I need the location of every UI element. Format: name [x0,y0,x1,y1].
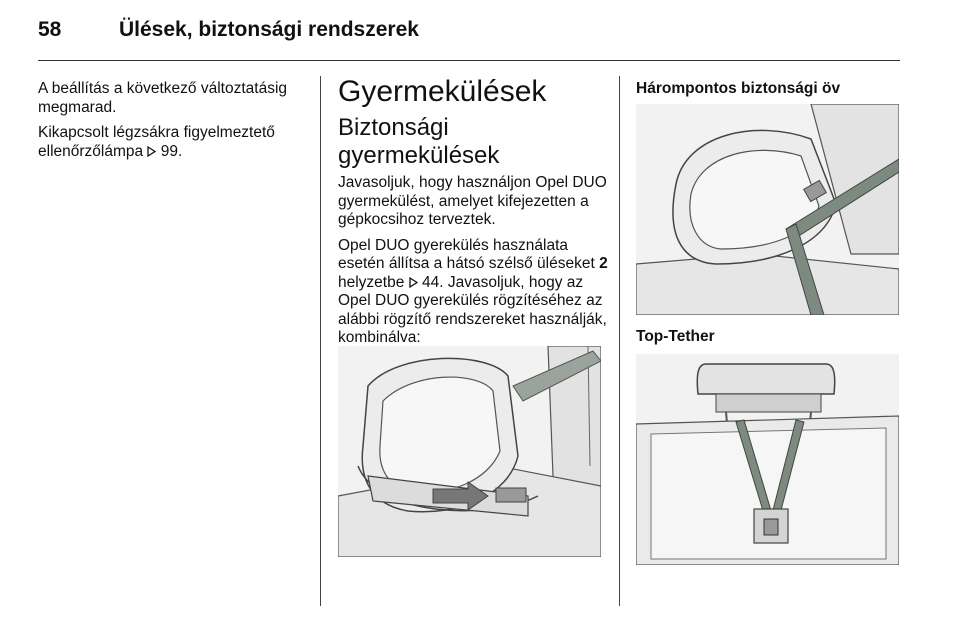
header-divider [38,60,900,61]
paragraph-duo-recommendation: Javasoljuk, hogy használjon Opel DUO gyermekülést, amelyet kifejezetten a gépkocsihoz terveztek. [338,174,607,228]
column-divider-right [619,76,620,606]
three-point-belt-label: Hárompontos biztonsági öv [636,80,841,97]
paragraph-duo-usage [338,237,608,348]
top-tether-illustration [636,354,899,565]
page-number: 58 [38,18,62,41]
paragraph-airbag-warning [38,124,313,161]
three-point-belt-illustration [636,104,899,315]
column-divider-left [320,76,321,606]
duo-usage-text-1: Opel DUO gyerekülés használata esetén állítsa a hátsó szélső üléseket [338,236,595,272]
column-middle [338,76,608,373]
paragraph-setting-kept: A beállítás a következő változtatásig megmarad. [38,80,288,116]
duo-usage-text-2: helyzetbe [338,273,405,291]
triangle-right-reference-icon [409,277,418,288]
chapter-title: Ülések, biztonsági rendszerek [119,18,419,41]
triangle-right-reference-icon [147,146,156,157]
subsection-heading: Biztonsági gyermekülések [338,114,500,169]
section-heading: Gyermekülések [338,75,547,108]
seat-position-number: 2 [599,255,608,272]
duo-usage-text-3: Javasoljuk, hogy az Opel DUO gyerekülés rögzítéséhez az alábbi rögzítő rendszereket használják, kombinálva: [338,273,607,346]
top-tether-label: Top-Tether [636,328,715,345]
page-reference-link[interactable]: 99. [160,142,183,160]
column-left [38,80,313,168]
three-point-belt-drawing [636,104,899,315]
top-tether-drawing [636,354,899,565]
isofix-illustration [338,346,601,557]
column-right [636,80,902,345]
page-reference-link[interactable]: 44. [421,273,444,291]
isofix-drawing [338,346,601,557]
airbag-warning-text: Kikapcsolt légzsákra figyelmeztető ellenőrzőlámpa [38,124,275,160]
